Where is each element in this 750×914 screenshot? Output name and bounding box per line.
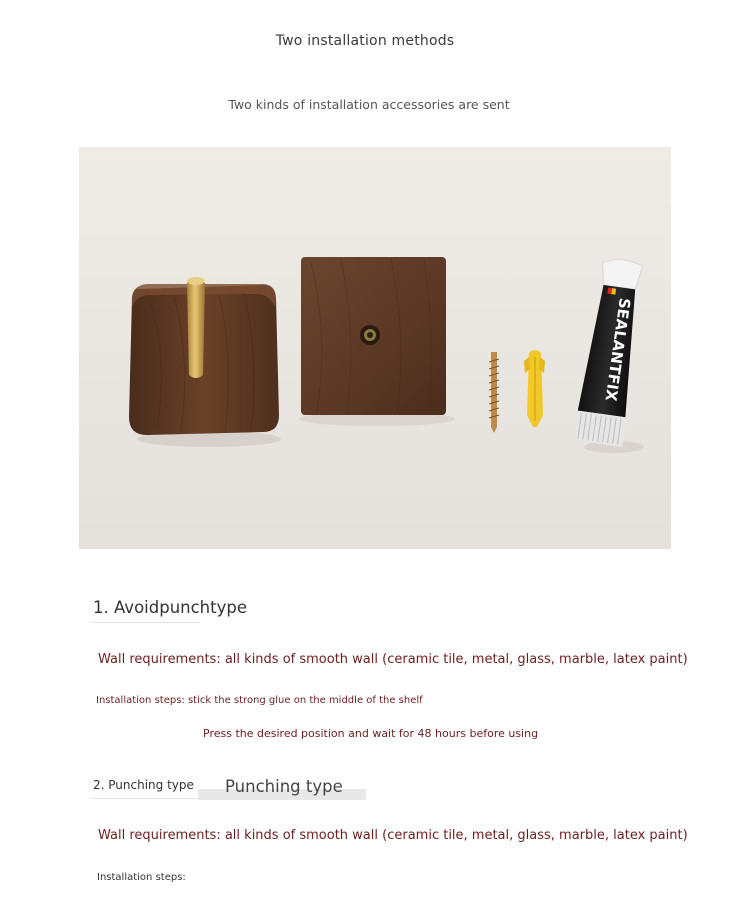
section2-wall-requirements: Wall requirements: all kinds of smooth wall (ceramic tile, metal, glass, marble, latex paint) — [98, 828, 688, 843]
tube-brand-label: SEALANTFIX — [601, 296, 634, 403]
page-title: Two installation methods — [275, 33, 455, 49]
page-subtitle: Two kinds of installation accessories are sent — [228, 97, 510, 112]
section1-underline — [90, 622, 200, 623]
section2-heading-large: Punching type — [225, 777, 343, 796]
section1-wall-requirements: Wall requirements: all kinds of smooth wall (ceramic tile, metal, glass, marble, latex paint) — [98, 652, 688, 667]
section2-installation-steps: Installation steps: — [97, 872, 186, 883]
section2-underline — [90, 798, 198, 799]
section2-heading: 2. Punching type — [93, 778, 194, 792]
section1-heading: 1. Avoidpunchtype — [93, 598, 248, 617]
section1-installation-steps: Installation steps: stick the strong glue on the middle of the shelf — [96, 695, 423, 706]
section1-press-note: Press the desired position and wait for 48 hours before using — [203, 727, 539, 740]
product-photo — [79, 147, 671, 549]
